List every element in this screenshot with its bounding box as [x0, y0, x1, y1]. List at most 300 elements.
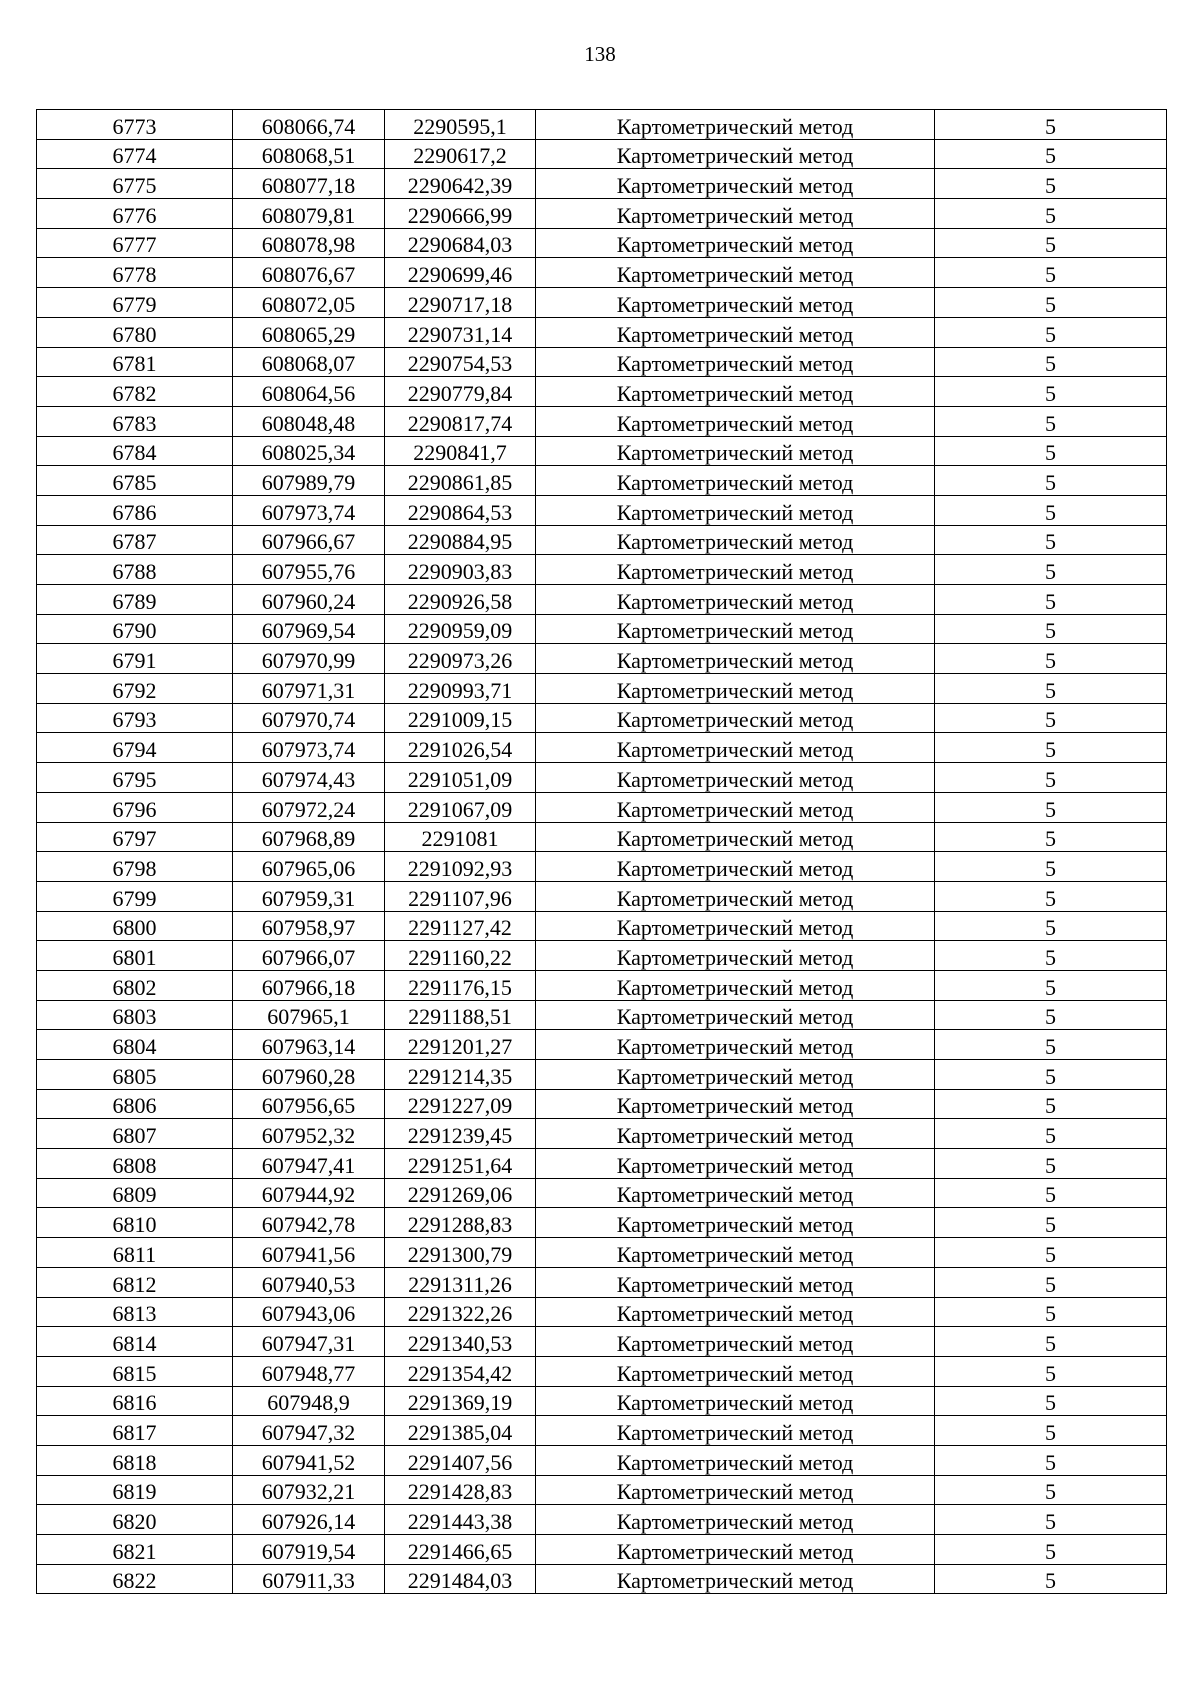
y-coordinate-cell: 2290699,46: [385, 258, 536, 288]
accuracy-cell: 5: [935, 703, 1167, 733]
point-number-cell: 6814: [37, 1327, 233, 1357]
method-cell: Картометрический метод: [536, 1178, 935, 1208]
accuracy-cell: 5: [935, 1178, 1167, 1208]
accuracy-cell: 5: [935, 317, 1167, 347]
table-row: [37, 1060, 1167, 1090]
point-number-cell: 6819: [37, 1475, 233, 1505]
y-coordinate-cell: 2291092,93: [385, 852, 536, 882]
x-coordinate-cell: 607963,14: [233, 1030, 385, 1060]
point-number-cell: 6785: [37, 466, 233, 496]
point-number-cell: 6805: [37, 1060, 233, 1090]
y-coordinate-cell: 2291188,51: [385, 1000, 536, 1030]
y-coordinate-cell: 2290666,99: [385, 199, 536, 229]
table-row: [37, 792, 1167, 822]
point-number-cell: 6775: [37, 169, 233, 199]
accuracy-cell: 5: [935, 1238, 1167, 1268]
x-coordinate-cell: 608066,74: [233, 110, 385, 140]
accuracy-cell: 5: [935, 1564, 1167, 1594]
method-cell: Картометрический метод: [536, 970, 935, 1000]
table-row: [37, 1178, 1167, 1208]
point-number-cell: 6782: [37, 377, 233, 407]
y-coordinate-cell: 2290779,84: [385, 377, 536, 407]
point-number-cell: 6780: [37, 317, 233, 347]
y-coordinate-cell: 2291369,19: [385, 1386, 536, 1416]
point-number-cell: 6776: [37, 199, 233, 229]
point-number-cell: 6779: [37, 288, 233, 318]
accuracy-cell: 5: [935, 1297, 1167, 1327]
x-coordinate-cell: 607965,1: [233, 1000, 385, 1030]
table-row: [37, 1327, 1167, 1357]
y-coordinate-cell: 2291201,27: [385, 1030, 536, 1060]
method-cell: Картометрический метод: [536, 1327, 935, 1357]
point-number-cell: 6790: [37, 614, 233, 644]
y-coordinate-cell: 2290642,39: [385, 169, 536, 199]
table-row: [37, 1416, 1167, 1446]
point-number-cell: 6809: [37, 1178, 233, 1208]
coordinates-table-body: [37, 110, 1167, 1594]
point-number-cell: 6783: [37, 406, 233, 436]
accuracy-cell: 5: [935, 1119, 1167, 1149]
x-coordinate-cell: 608068,51: [233, 139, 385, 169]
point-number-cell: 6795: [37, 763, 233, 793]
accuracy-cell: 5: [935, 495, 1167, 525]
y-coordinate-cell: 2290959,09: [385, 614, 536, 644]
x-coordinate-cell: 607960,28: [233, 1060, 385, 1090]
page-number: 138: [584, 42, 616, 66]
point-number-cell: 6818: [37, 1445, 233, 1475]
x-coordinate-cell: 607947,32: [233, 1416, 385, 1446]
accuracy-cell: 5: [935, 1000, 1167, 1030]
x-coordinate-cell: 607974,43: [233, 763, 385, 793]
table-row: [37, 881, 1167, 911]
accuracy-cell: 5: [935, 199, 1167, 229]
table-row: [37, 1445, 1167, 1475]
accuracy-cell: 5: [935, 1149, 1167, 1179]
point-number-cell: 6797: [37, 822, 233, 852]
y-coordinate-cell: 2291340,53: [385, 1327, 536, 1357]
y-coordinate-cell: 2290841,7: [385, 436, 536, 466]
table-row: [37, 822, 1167, 852]
x-coordinate-cell: 608068,07: [233, 347, 385, 377]
method-cell: Картометрический метод: [536, 110, 935, 140]
y-coordinate-cell: 2291227,09: [385, 1089, 536, 1119]
point-number-cell: 6816: [37, 1386, 233, 1416]
point-number-cell: 6801: [37, 941, 233, 971]
y-coordinate-cell: 2290731,14: [385, 317, 536, 347]
point-number-cell: 6821: [37, 1535, 233, 1565]
method-cell: Картометрический метод: [536, 1356, 935, 1386]
point-number-cell: 6778: [37, 258, 233, 288]
method-cell: Картометрический метод: [536, 792, 935, 822]
y-coordinate-cell: 2291322,26: [385, 1297, 536, 1327]
x-coordinate-cell: 608064,56: [233, 377, 385, 407]
table-row: [37, 703, 1167, 733]
accuracy-cell: 5: [935, 525, 1167, 555]
method-cell: Картометрический метод: [536, 1445, 935, 1475]
x-coordinate-cell: 607942,78: [233, 1208, 385, 1238]
table-row: [37, 1564, 1167, 1594]
y-coordinate-cell: 2290717,18: [385, 288, 536, 318]
y-coordinate-cell: 2291127,42: [385, 911, 536, 941]
accuracy-cell: 5: [935, 1445, 1167, 1475]
accuracy-cell: 5: [935, 822, 1167, 852]
point-number-cell: 6822: [37, 1564, 233, 1594]
point-number-cell: 6812: [37, 1267, 233, 1297]
point-number-cell: 6800: [37, 911, 233, 941]
point-number-cell: 6802: [37, 970, 233, 1000]
table-row: [37, 644, 1167, 674]
table-row: [37, 1089, 1167, 1119]
accuracy-cell: 5: [935, 1356, 1167, 1386]
y-coordinate-cell: 2290754,53: [385, 347, 536, 377]
x-coordinate-cell: 607941,56: [233, 1238, 385, 1268]
x-coordinate-cell: 608077,18: [233, 169, 385, 199]
method-cell: Картометрический метод: [536, 1119, 935, 1149]
x-coordinate-cell: 607973,74: [233, 733, 385, 763]
accuracy-cell: 5: [935, 436, 1167, 466]
x-coordinate-cell: 607966,67: [233, 525, 385, 555]
accuracy-cell: 5: [935, 970, 1167, 1000]
y-coordinate-cell: 2290973,26: [385, 644, 536, 674]
point-number-cell: 6791: [37, 644, 233, 674]
y-coordinate-cell: 2290884,95: [385, 525, 536, 555]
y-coordinate-cell: 2291443,38: [385, 1505, 536, 1535]
method-cell: Картометрический метод: [536, 228, 935, 258]
method-cell: Картометрический метод: [536, 1030, 935, 1060]
method-cell: Картометрический метод: [536, 1416, 935, 1446]
y-coordinate-cell: 2291466,65: [385, 1535, 536, 1565]
accuracy-cell: 5: [935, 763, 1167, 793]
y-coordinate-cell: 2290993,71: [385, 674, 536, 704]
table-row: [37, 1475, 1167, 1505]
method-cell: Картометрический метод: [536, 1505, 935, 1535]
method-cell: Картометрический метод: [536, 1267, 935, 1297]
point-number-cell: 6794: [37, 733, 233, 763]
table-row: [37, 1386, 1167, 1416]
point-number-cell: 6815: [37, 1356, 233, 1386]
point-number-cell: 6787: [37, 525, 233, 555]
table-row: [37, 228, 1167, 258]
y-coordinate-cell: 2290864,53: [385, 495, 536, 525]
x-coordinate-cell: 608079,81: [233, 199, 385, 229]
method-cell: Картометрический метод: [536, 941, 935, 971]
y-coordinate-cell: 2291311,26: [385, 1267, 536, 1297]
accuracy-cell: 5: [935, 169, 1167, 199]
accuracy-cell: 5: [935, 585, 1167, 615]
x-coordinate-cell: 607989,79: [233, 466, 385, 496]
accuracy-cell: 5: [935, 852, 1167, 882]
y-coordinate-cell: 2291354,42: [385, 1356, 536, 1386]
x-coordinate-cell: 607952,32: [233, 1119, 385, 1149]
method-cell: Картометрический метод: [536, 555, 935, 585]
accuracy-cell: 5: [935, 1060, 1167, 1090]
method-cell: Картометрический метод: [536, 199, 935, 229]
table-row: [37, 585, 1167, 615]
x-coordinate-cell: 607947,31: [233, 1327, 385, 1357]
y-coordinate-cell: 2291176,15: [385, 970, 536, 1000]
x-coordinate-cell: 608048,48: [233, 406, 385, 436]
method-cell: Картометрический метод: [536, 1238, 935, 1268]
x-coordinate-cell: 607969,54: [233, 614, 385, 644]
method-cell: Картометрический метод: [536, 1089, 935, 1119]
x-coordinate-cell: 607971,31: [233, 674, 385, 704]
method-cell: Картометрический метод: [536, 377, 935, 407]
point-number-cell: 6789: [37, 585, 233, 615]
table-row: [37, 169, 1167, 199]
point-number-cell: 6796: [37, 792, 233, 822]
table-row: [37, 852, 1167, 882]
accuracy-cell: 5: [935, 466, 1167, 496]
y-coordinate-cell: 2291385,04: [385, 1416, 536, 1446]
table-row: [37, 674, 1167, 704]
method-cell: Картометрический метод: [536, 585, 935, 615]
x-coordinate-cell: 608078,98: [233, 228, 385, 258]
table-row: [37, 139, 1167, 169]
y-coordinate-cell: 2291251,64: [385, 1149, 536, 1179]
y-coordinate-cell: 2291081: [385, 822, 536, 852]
y-coordinate-cell: 2291051,09: [385, 763, 536, 793]
accuracy-cell: 5: [935, 792, 1167, 822]
y-coordinate-cell: 2290595,1: [385, 110, 536, 140]
table-row: [37, 1356, 1167, 1386]
accuracy-cell: 5: [935, 1475, 1167, 1505]
y-coordinate-cell: 2291160,22: [385, 941, 536, 971]
table-row: [37, 495, 1167, 525]
x-coordinate-cell: 607966,18: [233, 970, 385, 1000]
accuracy-cell: 5: [935, 1416, 1167, 1446]
x-coordinate-cell: 607940,53: [233, 1267, 385, 1297]
x-coordinate-cell: 608076,67: [233, 258, 385, 288]
accuracy-cell: 5: [935, 258, 1167, 288]
accuracy-cell: 5: [935, 881, 1167, 911]
coordinates-table: [36, 109, 1167, 1594]
accuracy-cell: 5: [935, 674, 1167, 704]
x-coordinate-cell: 607973,74: [233, 495, 385, 525]
point-number-cell: 6773: [37, 110, 233, 140]
table-row: [37, 466, 1167, 496]
point-number-cell: 6804: [37, 1030, 233, 1060]
y-coordinate-cell: 2291288,83: [385, 1208, 536, 1238]
accuracy-cell: 5: [935, 1386, 1167, 1416]
accuracy-cell: 5: [935, 288, 1167, 318]
point-number-cell: 6803: [37, 1000, 233, 1030]
method-cell: Картометрический метод: [536, 258, 935, 288]
method-cell: Картометрический метод: [536, 733, 935, 763]
x-coordinate-cell: 607955,76: [233, 555, 385, 585]
table-row: [37, 1030, 1167, 1060]
y-coordinate-cell: 2291067,09: [385, 792, 536, 822]
accuracy-cell: 5: [935, 1089, 1167, 1119]
y-coordinate-cell: 2290926,58: [385, 585, 536, 615]
x-coordinate-cell: 607956,65: [233, 1089, 385, 1119]
table-row: [37, 941, 1167, 971]
table-row: [37, 1267, 1167, 1297]
x-coordinate-cell: 607948,9: [233, 1386, 385, 1416]
y-coordinate-cell: 2291107,96: [385, 881, 536, 911]
table-row: [37, 377, 1167, 407]
method-cell: Картометрический метод: [536, 525, 935, 555]
accuracy-cell: 5: [935, 941, 1167, 971]
x-coordinate-cell: 607941,52: [233, 1445, 385, 1475]
table-row: [37, 199, 1167, 229]
method-cell: Картометрический метод: [536, 1208, 935, 1238]
method-cell: Картометрический метод: [536, 169, 935, 199]
x-coordinate-cell: 607958,97: [233, 911, 385, 941]
method-cell: Картометрический метод: [536, 1475, 935, 1505]
method-cell: Картометрический метод: [536, 881, 935, 911]
x-coordinate-cell: 607926,14: [233, 1505, 385, 1535]
method-cell: Картометрический метод: [536, 852, 935, 882]
accuracy-cell: 5: [935, 1208, 1167, 1238]
accuracy-cell: 5: [935, 644, 1167, 674]
method-cell: Картометрический метод: [536, 317, 935, 347]
method-cell: Картометрический метод: [536, 1535, 935, 1565]
table-row: [37, 614, 1167, 644]
point-number-cell: 6810: [37, 1208, 233, 1238]
y-coordinate-cell: 2291009,15: [385, 703, 536, 733]
x-coordinate-cell: 607970,74: [233, 703, 385, 733]
table-row: [37, 733, 1167, 763]
table-row: [37, 1119, 1167, 1149]
table-row: [37, 1149, 1167, 1179]
x-coordinate-cell: 607948,77: [233, 1356, 385, 1386]
point-number-cell: 6808: [37, 1149, 233, 1179]
point-number-cell: 6806: [37, 1089, 233, 1119]
x-coordinate-cell: 607972,24: [233, 792, 385, 822]
method-cell: Картометрический метод: [536, 436, 935, 466]
x-coordinate-cell: 607943,06: [233, 1297, 385, 1327]
method-cell: Картометрический метод: [536, 495, 935, 525]
table-row: [37, 347, 1167, 377]
accuracy-cell: 5: [935, 347, 1167, 377]
table-row: [37, 436, 1167, 466]
method-cell: Картометрический метод: [536, 1149, 935, 1179]
method-cell: Картометрический метод: [536, 1386, 935, 1416]
table-row: [37, 911, 1167, 941]
x-coordinate-cell: 607960,24: [233, 585, 385, 615]
point-number-cell: 6774: [37, 139, 233, 169]
y-coordinate-cell: 2290817,74: [385, 406, 536, 436]
point-number-cell: 6813: [37, 1297, 233, 1327]
method-cell: Картометрический метод: [536, 466, 935, 496]
accuracy-cell: 5: [935, 139, 1167, 169]
x-coordinate-cell: 607959,31: [233, 881, 385, 911]
method-cell: Картометрический метод: [536, 911, 935, 941]
table-row: [37, 406, 1167, 436]
accuracy-cell: 5: [935, 406, 1167, 436]
point-number-cell: 6793: [37, 703, 233, 733]
x-coordinate-cell: 607966,07: [233, 941, 385, 971]
accuracy-cell: 5: [935, 1030, 1167, 1060]
accuracy-cell: 5: [935, 377, 1167, 407]
point-number-cell: 6781: [37, 347, 233, 377]
table-row: [37, 1208, 1167, 1238]
accuracy-cell: 5: [935, 614, 1167, 644]
y-coordinate-cell: 2291428,83: [385, 1475, 536, 1505]
method-cell: Картометрический метод: [536, 347, 935, 377]
point-number-cell: 6798: [37, 852, 233, 882]
table-row: [37, 110, 1167, 140]
point-number-cell: 6792: [37, 674, 233, 704]
table-row: [37, 525, 1167, 555]
y-coordinate-cell: 2291269,06: [385, 1178, 536, 1208]
x-coordinate-cell: 608065,29: [233, 317, 385, 347]
x-coordinate-cell: 607968,89: [233, 822, 385, 852]
x-coordinate-cell: 607911,33: [233, 1564, 385, 1594]
method-cell: Картометрический метод: [536, 406, 935, 436]
method-cell: Картометрический метод: [536, 139, 935, 169]
y-coordinate-cell: 2291300,79: [385, 1238, 536, 1268]
y-coordinate-cell: 2290903,83: [385, 555, 536, 585]
method-cell: Картометрический метод: [536, 674, 935, 704]
method-cell: Картометрический метод: [536, 644, 935, 674]
table-row: [37, 1505, 1167, 1535]
x-coordinate-cell: 607970,99: [233, 644, 385, 674]
point-number-cell: 6807: [37, 1119, 233, 1149]
method-cell: Картометрический метод: [536, 288, 935, 318]
accuracy-cell: 5: [935, 911, 1167, 941]
table-row: [37, 1000, 1167, 1030]
table-row: [37, 1297, 1167, 1327]
y-coordinate-cell: 2290684,03: [385, 228, 536, 258]
point-number-cell: 6817: [37, 1416, 233, 1446]
method-cell: Картометрический метод: [536, 614, 935, 644]
accuracy-cell: 5: [935, 1327, 1167, 1357]
x-coordinate-cell: 607944,92: [233, 1178, 385, 1208]
method-cell: Картометрический метод: [536, 1297, 935, 1327]
accuracy-cell: 5: [935, 228, 1167, 258]
y-coordinate-cell: 2291239,45: [385, 1119, 536, 1149]
point-number-cell: 6784: [37, 436, 233, 466]
y-coordinate-cell: 2291026,54: [385, 733, 536, 763]
table-row: [37, 258, 1167, 288]
method-cell: Картометрический метод: [536, 763, 935, 793]
method-cell: Картометрический метод: [536, 1564, 935, 1594]
accuracy-cell: 5: [935, 1535, 1167, 1565]
x-coordinate-cell: 607919,54: [233, 1535, 385, 1565]
x-coordinate-cell: 607965,06: [233, 852, 385, 882]
accuracy-cell: 5: [935, 733, 1167, 763]
y-coordinate-cell: 2291214,35: [385, 1060, 536, 1090]
table-row: [37, 288, 1167, 318]
table-row: [37, 763, 1167, 793]
accuracy-cell: 5: [935, 110, 1167, 140]
point-number-cell: 6811: [37, 1238, 233, 1268]
y-coordinate-cell: 2291407,56: [385, 1445, 536, 1475]
y-coordinate-cell: 2291484,03: [385, 1564, 536, 1594]
accuracy-cell: 5: [935, 1267, 1167, 1297]
accuracy-cell: 5: [935, 555, 1167, 585]
x-coordinate-cell: 607932,21: [233, 1475, 385, 1505]
y-coordinate-cell: 2290861,85: [385, 466, 536, 496]
x-coordinate-cell: 608025,34: [233, 436, 385, 466]
x-coordinate-cell: 607947,41: [233, 1149, 385, 1179]
accuracy-cell: 5: [935, 1505, 1167, 1535]
x-coordinate-cell: 608072,05: [233, 288, 385, 318]
method-cell: Картометрический метод: [536, 1000, 935, 1030]
method-cell: Картометрический метод: [536, 703, 935, 733]
method-cell: Картометрический метод: [536, 1060, 935, 1090]
point-number-cell: 6799: [37, 881, 233, 911]
point-number-cell: 6777: [37, 228, 233, 258]
point-number-cell: 6788: [37, 555, 233, 585]
table-row: [37, 1238, 1167, 1268]
table-row: [37, 1535, 1167, 1565]
table-row: [37, 555, 1167, 585]
table-row: [37, 970, 1167, 1000]
point-number-cell: 6820: [37, 1505, 233, 1535]
method-cell: Картометрический метод: [536, 822, 935, 852]
